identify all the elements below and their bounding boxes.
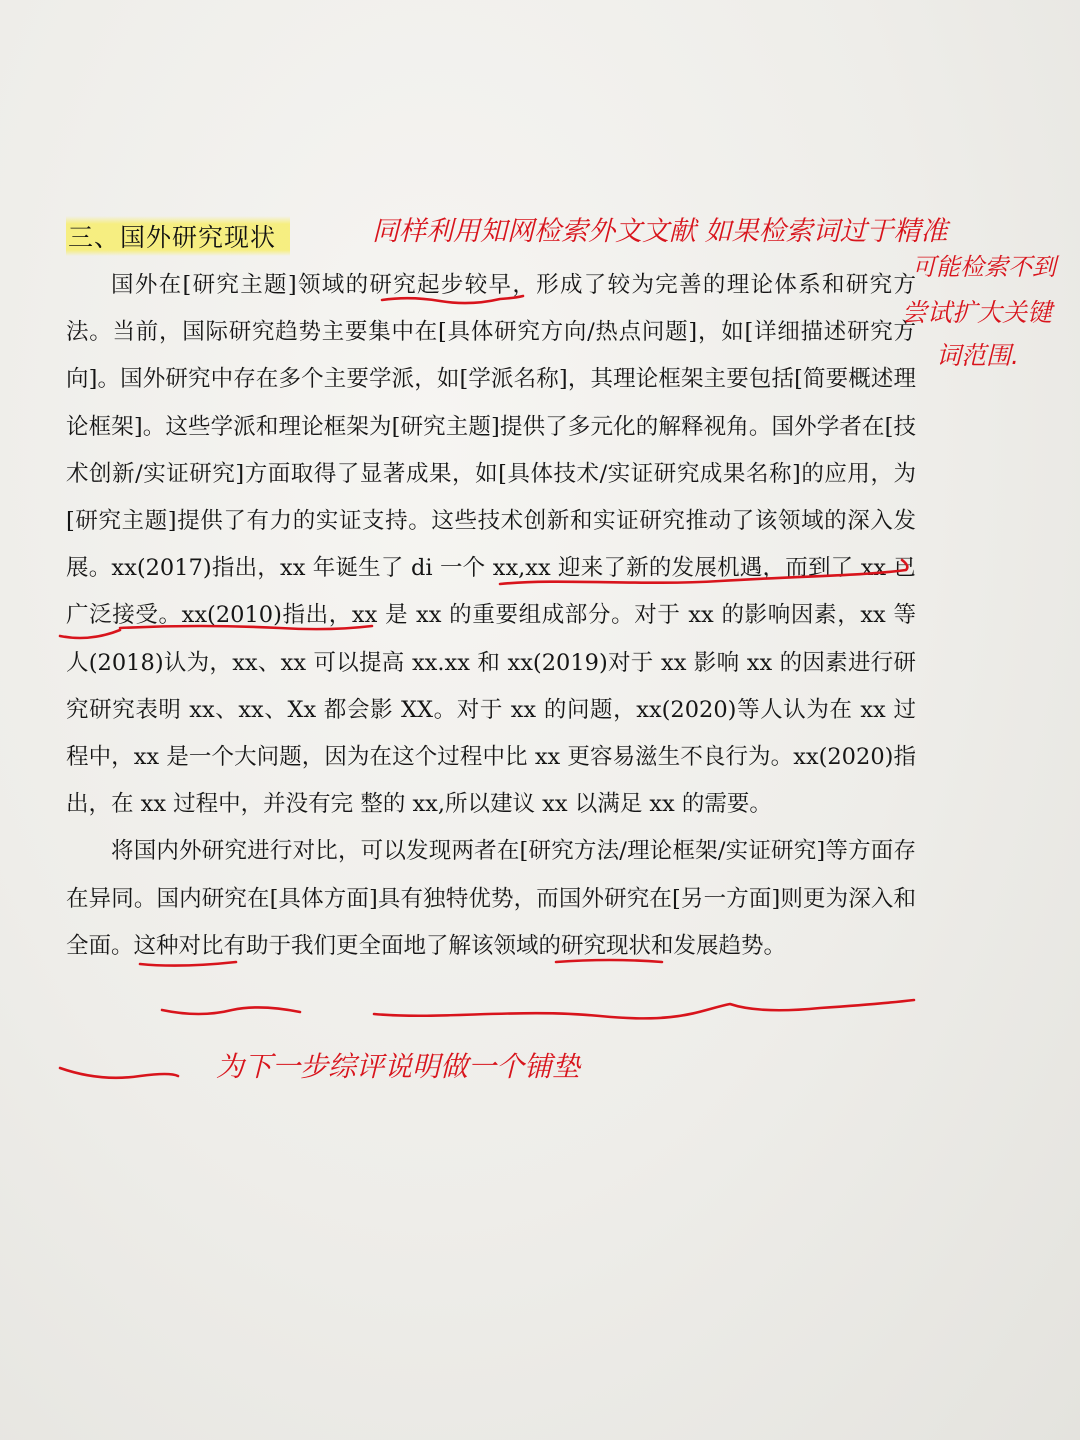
section-heading: 三、国外研究现状: [66, 216, 290, 256]
paragraph-comparison: 将国内外研究进行对比，可以发现两者在[研究方法/理论框架/实证研究]等方面存在异同。国内研究在[具体方面]具有独特优势，而国外研究在[另一方面]则更为深入和全面。这种对比有助于我们更全面地了解该领域的研究现状和发展趋势。: [66, 838, 916, 959]
document-body: [66, 262, 916, 970]
note-top: 同样利用知网检索外文文献 如果检索词过于精准: [372, 216, 948, 247]
underline-comparison-helps: [374, 1000, 914, 1018]
note-side-2: 尝试扩大关键: [902, 298, 1053, 327]
note-side-3: 词范围.: [936, 341, 1019, 370]
underline-deep-comprehensive: [162, 1007, 300, 1014]
note-side-1: 可能检索不到: [912, 253, 1056, 281]
underline-development-trend: [60, 1068, 178, 1078]
note-bottom: 为下一步综评说明做一个铺垫: [216, 1050, 581, 1083]
paragraph-foreign-research: 国外在[研究主题]领域的研究起步较早，形成了较为完善的理论体系和研究方法。当前，国际研究趋势主要集中在[具体研究方向/热点问题]，如[详细描述研究方向]。国外研究中存在多个主要学派，如[学派名称]，其理论框架主要包括[简要概述理论框架]。这些学派和理论框架为[研究主题]提供了多元化的解释视角。国外学者在[技术创新/实证研究]方面取得了显著成果，如[具体技术/实证研究成果名称]的应用，为[研究主题]提供了有力的实证支持。这些技术创新和实证研究推动了该领域的深入发展。xx(2017)指出，xx 年诞生了 di 一个 xx,xx 迎来了新的发展机遇，而到了 xx 已广泛接受。xx(2010)指出，xx 是 xx 的重要组成部分。对于 xx 的影响因素，xx 等人(2018)认为，xx、xx 可以提高 xx.xx 和 xx(2019)对于 xx 影响 xx 的因素进行研究研究表明 xx、xx、Xx 都会影 XX。对于 xx 的问题，xx(2020)等人认为在 xx 过程中，xx 是一个大问题，因为在这个过程中比 xx 更容易滋生不良行为。xx(2020)指出，在 xx 过程中，并没有完 整的 xx,所以建议 xx 以满足 xx 的需要。: [66, 272, 916, 818]
